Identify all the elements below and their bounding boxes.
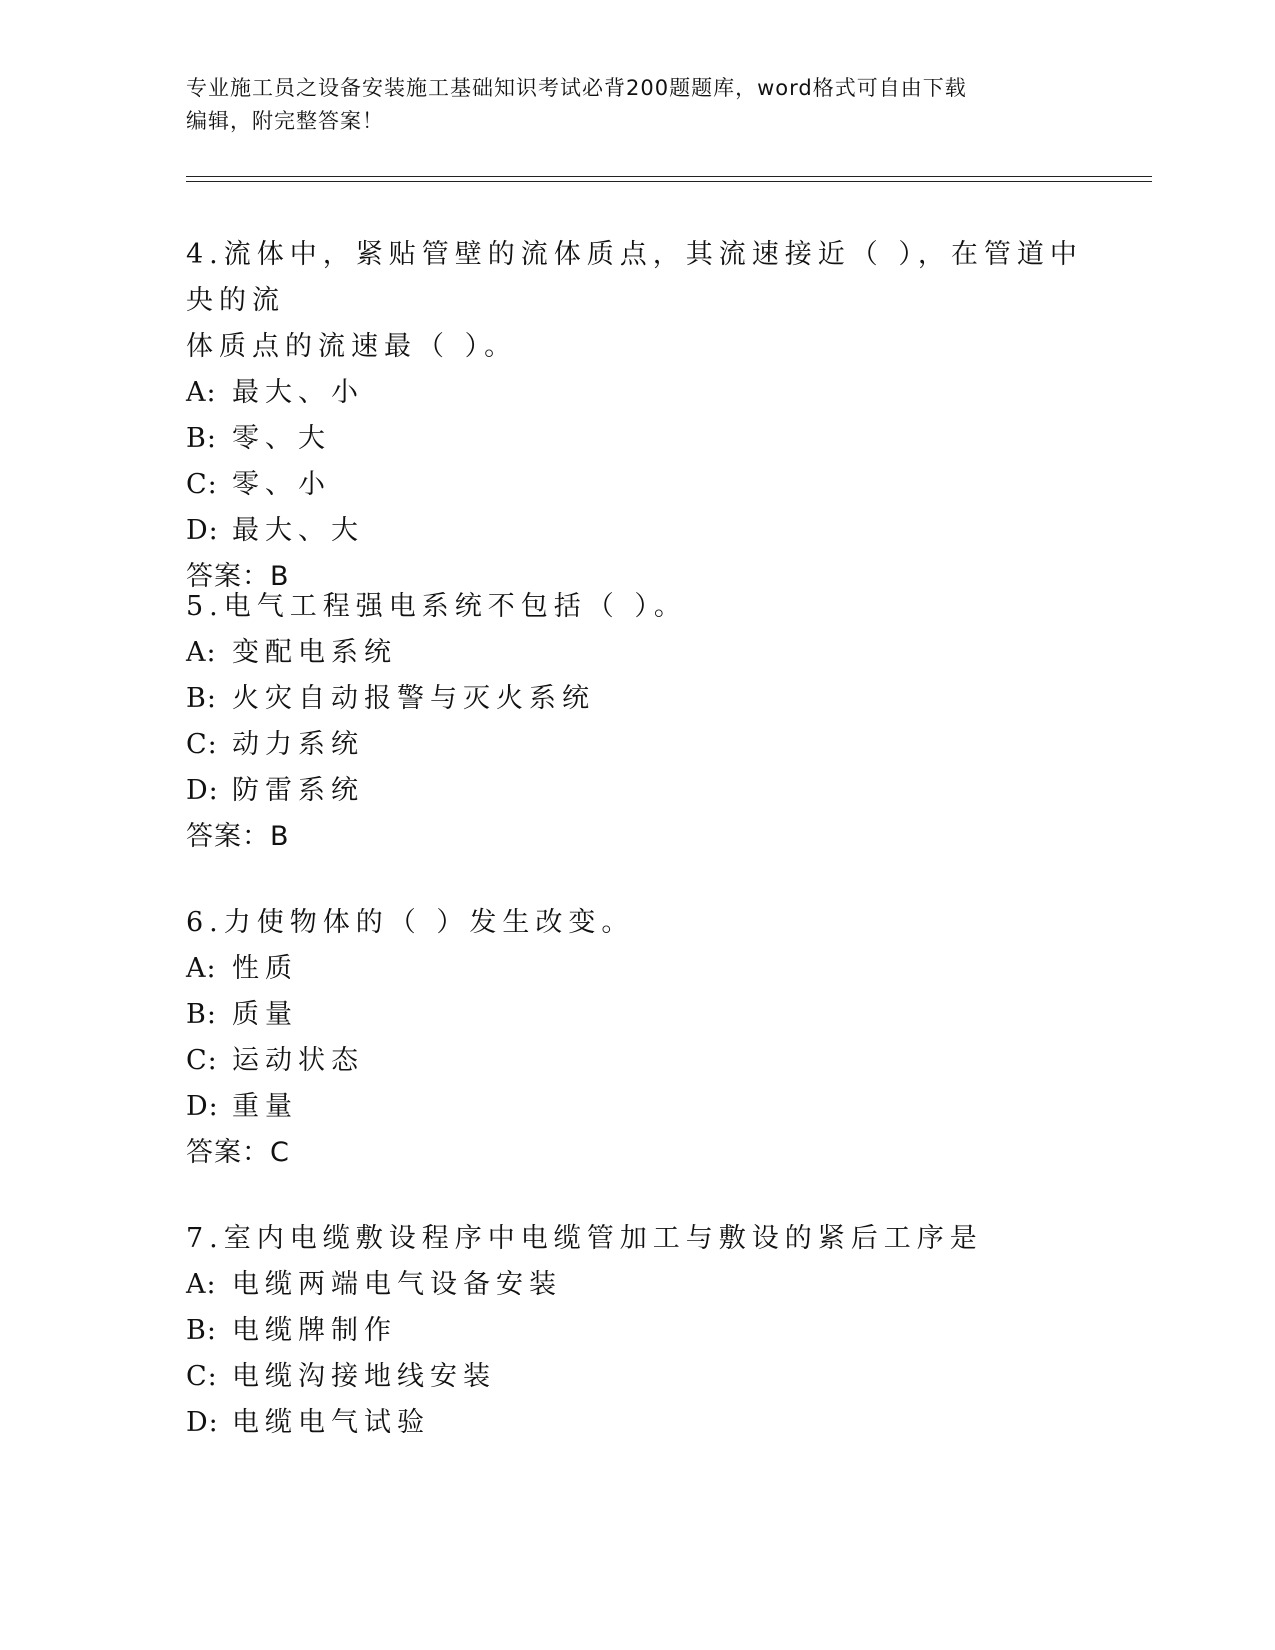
option-c [186, 1038, 1086, 1084]
question-stem-line: 7.室内电缆敷设程序中电缆管加工与敷设的紧后工序是 [186, 1223, 983, 1254]
answer-label: 答案： [186, 821, 270, 852]
option-letter: C: [186, 1361, 218, 1392]
option-letter: A: [186, 953, 217, 984]
option-text: 电缆沟接地线安装 [232, 1361, 496, 1392]
option-text: 动力系统 [232, 729, 364, 760]
option-text: 性质 [232, 953, 298, 984]
option-c [186, 462, 1086, 508]
option-text: 质量 [232, 999, 298, 1030]
option-letter: A: [186, 377, 217, 408]
option-a [186, 630, 1086, 676]
header-line-2: 编辑，附完整答案！ [186, 109, 384, 133]
answer-line [186, 814, 1086, 860]
option-letter: C: [186, 1045, 218, 1076]
option-text: 零、小 [232, 469, 331, 500]
option-letter: B: [186, 999, 217, 1030]
question-stem-line: 5.电气工程强电系统不包括（ ）。 [186, 591, 687, 622]
option-letter: D: [186, 515, 219, 546]
option-letter: B: [186, 423, 217, 454]
option-b [186, 992, 1086, 1038]
option-text: 电缆电气试验 [232, 1407, 430, 1438]
option-text: 最大、小 [232, 377, 364, 408]
question-block [186, 584, 1086, 860]
option-text: 变配电系统 [232, 637, 397, 668]
question-stem-line: 体质点的流速最（ ）。 [186, 331, 518, 362]
answer-value: C [270, 1137, 290, 1168]
option-letter: D: [186, 1407, 219, 1438]
header-rule-top [186, 176, 1152, 177]
option-letter: A: [186, 637, 217, 668]
question-block [186, 1216, 1086, 1446]
option-letter: C: [186, 729, 218, 760]
option-d [186, 508, 1086, 554]
answer-value: B [270, 561, 290, 592]
question-block [186, 900, 1086, 1176]
option-text: 零、大 [232, 423, 331, 454]
option-letter: C: [186, 469, 218, 500]
answer-label: 答案： [186, 1137, 270, 1168]
option-letter: D: [186, 775, 219, 806]
option-b [186, 676, 1086, 722]
option-text: 最大、大 [232, 515, 364, 546]
option-text: 电缆牌制作 [232, 1315, 397, 1346]
option-b [186, 416, 1086, 462]
answer-label: 答案： [186, 561, 270, 592]
option-a [186, 946, 1086, 992]
option-c [186, 722, 1086, 768]
document-header [186, 72, 1086, 138]
option-d [186, 768, 1086, 814]
option-b [186, 1308, 1086, 1354]
option-letter: B: [186, 1315, 217, 1346]
option-text: 火灾自动报警与灭火系统 [232, 683, 595, 714]
option-a [186, 370, 1086, 416]
answer-line [186, 1130, 1086, 1176]
option-d [186, 1084, 1086, 1130]
option-letter: D: [186, 1091, 219, 1122]
option-c [186, 1354, 1086, 1400]
option-text: 防雷系统 [232, 775, 364, 806]
question-stem-line: 6.力使物体的（ ）发生改变。 [186, 907, 635, 938]
header-line-1: 专业施工员之设备安装施工基础知识考试必背200题题库，word格式可自由下载 [186, 76, 967, 100]
option-d [186, 1400, 1086, 1446]
option-text: 电缆两端电气设备安装 [232, 1269, 562, 1300]
option-letter: B: [186, 683, 217, 714]
answer-value: B [270, 821, 290, 852]
option-letter: A: [186, 1269, 217, 1300]
question-block [186, 232, 1086, 600]
question-stem-line: 4.流体中，紧贴管壁的流体质点，其流速接近（ ），在管道中央的流 [186, 239, 1083, 316]
header-rule-bottom [186, 181, 1152, 182]
option-text: 运动状态 [232, 1045, 364, 1076]
option-text: 重量 [232, 1091, 298, 1122]
option-a [186, 1262, 1086, 1308]
